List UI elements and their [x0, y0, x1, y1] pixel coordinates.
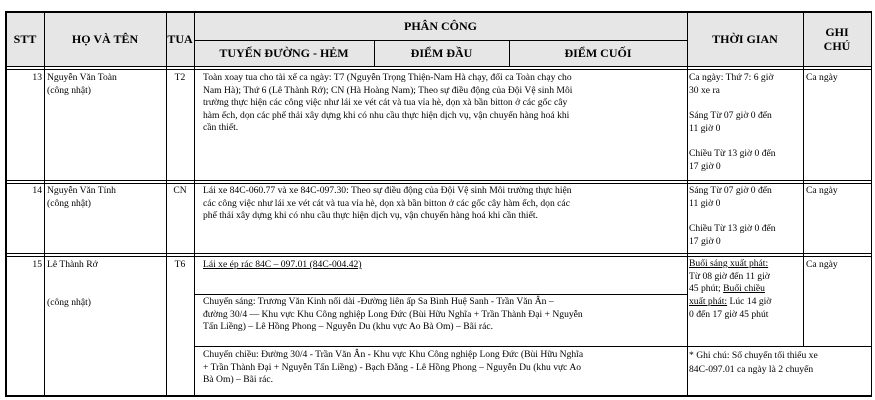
rule-row14-1 [6, 253, 872, 254]
col-line-4 [374, 40, 375, 67]
col-line-7 [803, 11, 804, 346]
rule-header-2 [6, 69, 872, 70]
morning-start-label: Buổi sáng xuất phát: [689, 258, 769, 269]
col-line-2 [166, 11, 167, 397]
border-bottom [6, 395, 872, 397]
header-end-point: ĐIỂM CUỐI [564, 46, 632, 60]
row-14-stt: 14 [32, 185, 42, 196]
row-15-vehicle: Lái xe ép rác 84C – 097.01 (84C-004.42) [203, 259, 362, 270]
rule-row13-1 [6, 180, 872, 181]
row-14-time-2: Chiều Từ 13 giờ 0 đến 17 giờ 0 [689, 223, 776, 247]
row-14-time-1: Sáng Từ 07 giờ 0 đến 11 giờ 0 [689, 185, 772, 209]
col-line-5 [509, 40, 510, 67]
header-start-point: ĐIỂM ĐẦU [410, 46, 473, 60]
rule-row13-2 [6, 183, 872, 184]
row-15-afternoon-route: Chuyến chiều: Đường 30/4 - Trần Văn Ân - Khu vực Khu Công nghiệp Long Đức (Bùi Hữu Nghĩa + Trần Thành Đại + Nguyễn Tấn Liềng) - Bạch Đằng - Lê Hồng Phong – Nguyễn Du (khu vực Ao Bà Om) – Bãi rác. [203, 349, 584, 385]
header-route: TUYẾN ĐƯỜNG - HẺM [219, 46, 349, 60]
rule-row15-routes [194, 346, 687, 347]
header-assignment: PHÂN CÔNG [404, 19, 477, 33]
row-15-stt: 15 [32, 259, 42, 270]
col-line-6 [687, 11, 688, 397]
header-note: GHI CHÚ [823, 25, 851, 53]
row-15-footnote: * Ghi chú: Số chuyến tối thiểu xe 84C-097.01 ca ngày là 2 chuyến [689, 350, 818, 375]
morning-start-value: Từ 08 giờ đến 11 giờ 45 phút; [689, 270, 770, 295]
row-15-name: Lê Thành Rớ [47, 259, 98, 270]
header-tua: TUA [167, 32, 193, 46]
row-15-name-sub: (công nhật) [47, 297, 91, 308]
afternoon-start-label: Buổi chiều xuất phát: [689, 283, 765, 308]
row-14-tua: CN [173, 185, 187, 196]
row-13-time-2: Sáng Từ 07 giờ 0 đến 11 giờ 0 [689, 110, 772, 134]
row-13-note: Ca ngày [806, 72, 838, 83]
col-line-1 [44, 11, 45, 397]
row-15-morning-route: Chuyến sáng: Trương Văn Kinh nối dài -Đường liên ấp Sa Bình Huệ Sanh - Trần Văn Ân – đường 30/4 –– Khu vực Khu Công nghiệp Long Đức (Bùi Hữu Nghĩa + Trần Thành Đại + Nguyễn Tấn Liềng) – Lê Hồng Phong – Nguyễn Du (khu vực Ao Bà Om) – Bãi rác. [203, 296, 583, 332]
rule-assignment-split [194, 40, 687, 41]
rule-row15-footnote [687, 346, 872, 347]
header-stt: STT [13, 32, 37, 46]
row-15-note: Ca ngày [806, 259, 838, 270]
row-13-time-3: Chiều Từ 13 giờ 0 đến 17 giờ 0 [689, 148, 776, 172]
border-top [6, 11, 872, 13]
afternoon-start-value: Lúc 14 giờ 0 đến 17 giờ 45 phút [689, 296, 772, 320]
row-13-name: Nguyễn Văn Toàn (công nhật) [47, 72, 117, 96]
rule-header-1 [6, 66, 872, 67]
header-time: THỜI GIAN [712, 32, 778, 46]
header-name: HỌ VÀ TÊN [71, 32, 139, 46]
rule-row14-2 [6, 256, 872, 257]
row-15-time [689, 258, 803, 322]
col-line-3 [194, 11, 195, 397]
row-14-name: Nguyễn Văn Tính (công nhật) [47, 185, 116, 209]
row-14-assignment: Lái xe 84C-060.77 và xe 84C-097.30: Theo sự điều động của Đội Vệ sinh Môi trường thực hiện các công việc như lái xe vét cát và tua vỉa hè, dọn xà bần bitton ở các gốc cây hàm ếch, dọn các phế thải xây dựng khi có nhu cầu thực hiện dịch vụ, vận chuyển hàng hoá khi cần thiết. [203, 185, 572, 221]
row-13-time-1: Ca ngày: Thứ 7: 6 giờ 30 xe ra [689, 72, 774, 96]
row-14-note: Ca ngày [806, 185, 838, 196]
row-15-tua: T6 [174, 259, 186, 270]
row-13-assignment: Toàn xoay tua cho tài xế ca ngày: T7 (Nguyễn Trọng Thiện-Nam Hà chạy, đổi ca Toàn chạy cho Nam Hà); Thứ 6 (Lê Thành Rớ); CN (Hà Hoàng Nam); Theo sự điều động của Đội Vệ sinh Môi trường thực hiện các công việc như lái xe vét cát và tua vỉa hè, dọn xà bần bitton ở các gốc cây hàm ếch, dọn các phế thải xây dựng khi có nhu cầu thực hiện dịch vụ, vận chuyển hàng hoá khi cần thiết. [203, 72, 573, 133]
row-13-tua: T2 [174, 72, 186, 83]
rule-row15-vehicle [194, 294, 687, 295]
row-13-stt: 13 [32, 72, 42, 83]
